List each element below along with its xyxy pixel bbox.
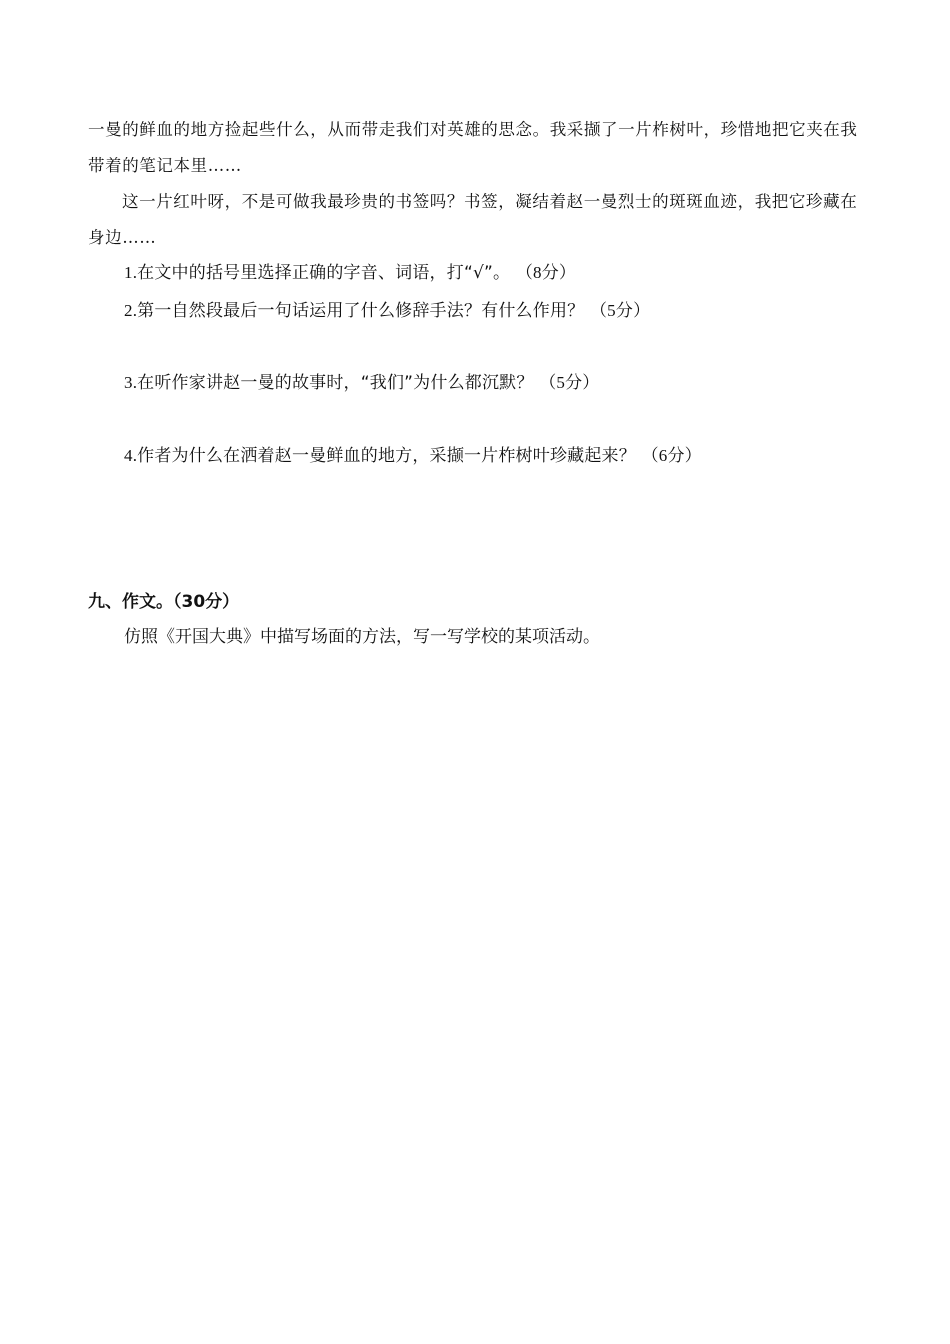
question-score: （6分） [641, 446, 702, 465]
passage-paragraph-2: 这一片红叶呀，不是可做我最珍贵的书签吗？书签，凝结着赵一曼烈士的斑斑血迹，我把它珍藏在身边…… [88, 192, 858, 247]
question-number: 1. [124, 263, 138, 282]
question-score: （5分） [539, 373, 600, 392]
question-text: 在文中的括号里选择正确的字音、词语，打“√”。 [137, 263, 511, 283]
passage-paragraph-1: 一曼的鲜血的地方捡起些什么，从而带走我们对英雄的思念。我采撷了一片柞树叶，珍惜地把它夹在我带着的笔记本里…… [88, 120, 858, 175]
question-text: 在听作家讲赵一曼的故事时，“我们”为什么都沉默？ [137, 373, 534, 393]
question-1 [124, 261, 576, 285]
question-number: 2. [124, 301, 138, 320]
essay-prompt: 仿照《开国大典》中描写场面的方法，写一写学校的某项活动。 [124, 627, 600, 647]
question-score: （8分） [515, 263, 577, 282]
question-number: 3. [124, 373, 138, 392]
question-text: 第一自然段最后一句话运用了什么修辞手法？有什么作用？ [137, 301, 585, 321]
essay-section-heading: 九、作文。（30分） [88, 592, 240, 612]
reading-passage [88, 112, 864, 256]
question-text: 作者为什么在洒着赵一曼鲜血的地方，采撷一片柞树叶珍藏起来？ [137, 446, 636, 466]
question-4 [124, 444, 702, 468]
question-number: 4. [124, 446, 138, 465]
question-3 [124, 371, 600, 395]
question-2 [124, 299, 650, 323]
question-score: （5分） [589, 301, 651, 320]
